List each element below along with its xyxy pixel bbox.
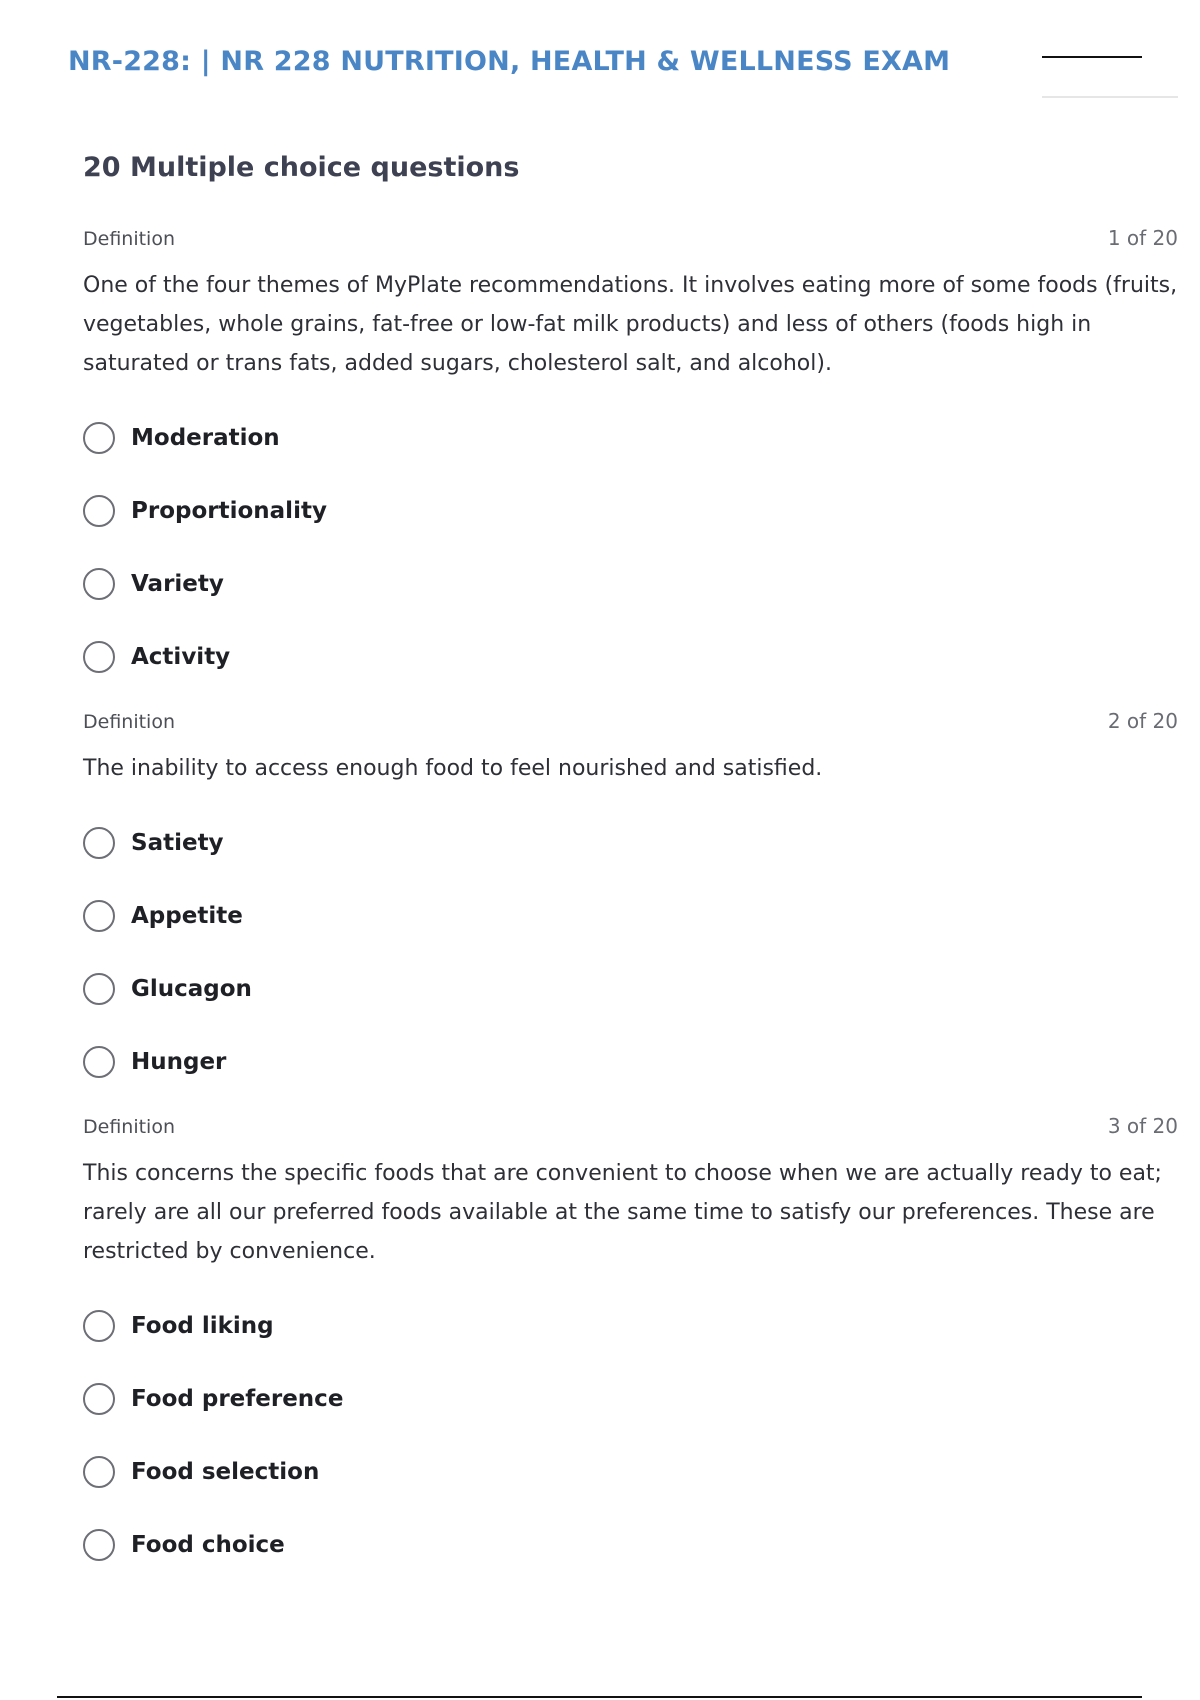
answer-option-label: Glucagon bbox=[131, 975, 252, 1002]
question-counter: 3 of 20 bbox=[1107, 1114, 1178, 1138]
radio-button[interactable] bbox=[83, 641, 115, 673]
radio-button[interactable] bbox=[83, 568, 115, 600]
answer-option[interactable] bbox=[83, 1025, 1178, 1098]
question-list bbox=[83, 226, 1178, 1581]
answer-option[interactable] bbox=[83, 547, 1178, 620]
question-header bbox=[83, 1114, 1178, 1144]
radio-button[interactable] bbox=[83, 1310, 115, 1342]
question-3 bbox=[83, 1114, 1178, 1581]
answer-option[interactable] bbox=[83, 1435, 1178, 1508]
answer-option-label: Satiety bbox=[131, 829, 224, 856]
radio-button[interactable] bbox=[83, 1383, 115, 1415]
question-1 bbox=[83, 226, 1178, 709]
answer-option-label: Moderation bbox=[131, 424, 280, 451]
radio-button[interactable] bbox=[83, 973, 115, 1005]
answer-option-label: Hunger bbox=[131, 1048, 227, 1075]
answer-option[interactable] bbox=[83, 879, 1178, 952]
answer-option[interactable] bbox=[83, 1508, 1178, 1581]
answer-option[interactable] bbox=[83, 401, 1178, 474]
answer-options bbox=[83, 806, 1178, 1098]
radio-button[interactable] bbox=[83, 900, 115, 932]
answer-option-label: Activity bbox=[131, 643, 231, 670]
answer-option[interactable] bbox=[83, 620, 1178, 693]
question-text: This concerns the specific foods that are convenient to choose when we are actually ready to eat; rarely are all our preferred foods available at the same time to satisfy our preferences. These are restricted by convenience. bbox=[83, 1161, 1162, 1264]
question-type-label: Definition bbox=[83, 711, 176, 733]
answer-option[interactable] bbox=[83, 806, 1178, 879]
answer-option[interactable] bbox=[83, 1289, 1178, 1362]
footer-divider bbox=[57, 1696, 1142, 1698]
answer-option-label: Food preference bbox=[131, 1385, 344, 1412]
question-spacer bbox=[83, 1098, 1178, 1114]
answer-options bbox=[83, 401, 1178, 693]
radio-button[interactable] bbox=[83, 827, 115, 859]
question-type-label: Definition bbox=[83, 1116, 176, 1138]
section-title: 20 Multiple choice questions bbox=[83, 152, 520, 183]
answer-options bbox=[83, 1289, 1178, 1581]
question-type-label: Definition bbox=[83, 228, 176, 250]
answer-option[interactable] bbox=[83, 1362, 1178, 1435]
radio-button[interactable] bbox=[83, 1046, 115, 1078]
answer-option[interactable] bbox=[83, 474, 1178, 547]
question-counter: 2 of 20 bbox=[1107, 709, 1178, 733]
answer-option-label: Food liking bbox=[131, 1312, 274, 1339]
radio-button[interactable] bbox=[83, 1529, 115, 1561]
answer-option-label: Appetite bbox=[131, 902, 243, 929]
header-divider bbox=[1042, 56, 1142, 58]
answer-option-label: Food selection bbox=[131, 1458, 320, 1485]
question-header bbox=[83, 226, 1178, 256]
answer-option-label: Proportionality bbox=[131, 497, 327, 524]
question-spacer bbox=[83, 693, 1178, 709]
document-title: NR-228: | NR 228 NUTRITION, HEALTH & WELLNESS EXAM bbox=[68, 46, 951, 77]
question-header bbox=[83, 709, 1178, 739]
radio-button[interactable] bbox=[83, 422, 115, 454]
radio-button[interactable] bbox=[83, 1456, 115, 1488]
answer-option[interactable] bbox=[83, 952, 1178, 1025]
header-divider-light bbox=[1042, 96, 1178, 98]
question-text: The inability to access enough food to feel nourished and satisfied. bbox=[83, 756, 823, 781]
question-text: One of the four themes of MyPlate recommendations. It involves eating more of some foods (fruits, vegetables, whole grains, fat-free or low-fat milk products) and less of others (foods high in saturated or trans fats, added sugars, cholesterol salt, and alcohol). bbox=[83, 273, 1178, 376]
answer-option-label: Variety bbox=[131, 570, 224, 597]
question-2 bbox=[83, 709, 1178, 1114]
radio-button[interactable] bbox=[83, 495, 115, 527]
answer-option-label: Food choice bbox=[131, 1531, 285, 1558]
question-counter: 1 of 20 bbox=[1107, 226, 1178, 250]
